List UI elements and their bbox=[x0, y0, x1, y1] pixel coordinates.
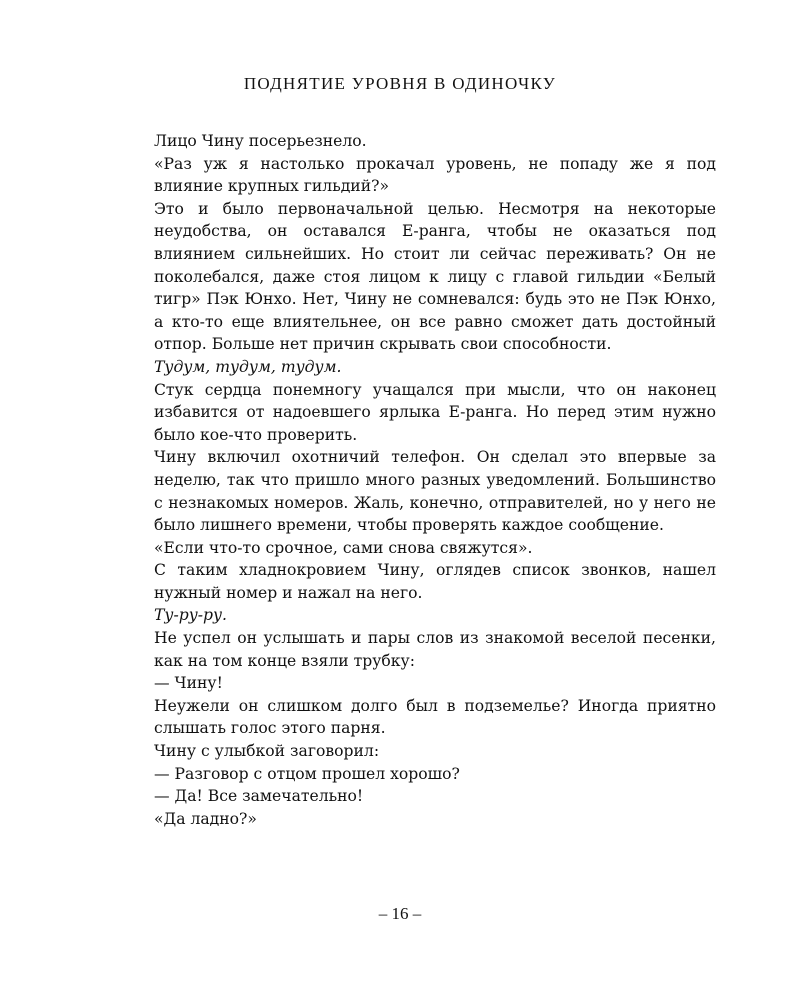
paragraph-italic: Тудум, тудум, тудум. bbox=[154, 357, 342, 376]
paragraph-italic: Ту-ру-ру. bbox=[154, 606, 227, 625]
page-number: – 16 – bbox=[378, 904, 422, 923]
paragraph: — Да! Все замечательно! bbox=[154, 787, 364, 806]
paragraph: Стук сердца понемногу учащался при мысли, что он наконец избавится от надоевшего ярлыка Е-ранга. Но перед этим нужно было кое-что проверить. bbox=[154, 380, 716, 444]
paragraph: Чину с улыбкой заговорил: bbox=[154, 742, 380, 761]
paragraph: «Раз уж я настолько прокачал уровень, не попаду же я под влияние крупных гильдий?» bbox=[154, 154, 716, 196]
paragraph: — Разговор с отцом прошел хорошо? bbox=[154, 764, 460, 783]
paragraph: — Чину! bbox=[154, 674, 223, 693]
paragraph: «Да ладно?» bbox=[154, 809, 257, 828]
paragraph: Чину включил охотничий телефон. Он сделал это впервые за неделю, так что пришло много разных уведомлений. Большинство с незнакомых номеров. Жаль, конечно, отправителей, но у него не было лишнего времени, чтобы проверять каждое сообщение. bbox=[154, 448, 716, 535]
paragraph: С таким хладнокровием Чину, оглядев список звонков, нашел нужный номер и нажал на него. bbox=[154, 561, 716, 602]
paragraph: Не успел он услышать и пары слов из знакомой веселой песенки, как на том конце взяли трубку: bbox=[154, 629, 716, 670]
running-head: ПОДНЯТИЕ УРОВНЯ В ОДИНОЧКУ bbox=[243, 74, 557, 93]
paragraph: «Если что-то срочное, сами снова свяжутся». bbox=[154, 538, 533, 557]
paragraph: Неужели он слишком долго был в подземелье? Иногда приятно слышать голос этого парня. bbox=[154, 696, 716, 738]
paragraph: Это и было первоначальной целью. Несмотря на некоторые неудобства, он оставался Е-ранга, чтобы не оказаться под влиянием сильнейших. Но стоит ли сейчас переживать? Он не поколебался, даже стоя лицом к лицу с главой гильдии «Белый тигр» Пэк Юнхо. Нет, Чину не сомневался: будь это не Пэк Юнхо, а кто-то еще влиятельнее, он все равно сможет дать достойный отпор. Больше нет причин скрывать свои способности. bbox=[154, 199, 716, 354]
body-text bbox=[154, 130, 716, 830]
paragraph: Лицо Чину посерьезнело. bbox=[154, 132, 367, 150]
